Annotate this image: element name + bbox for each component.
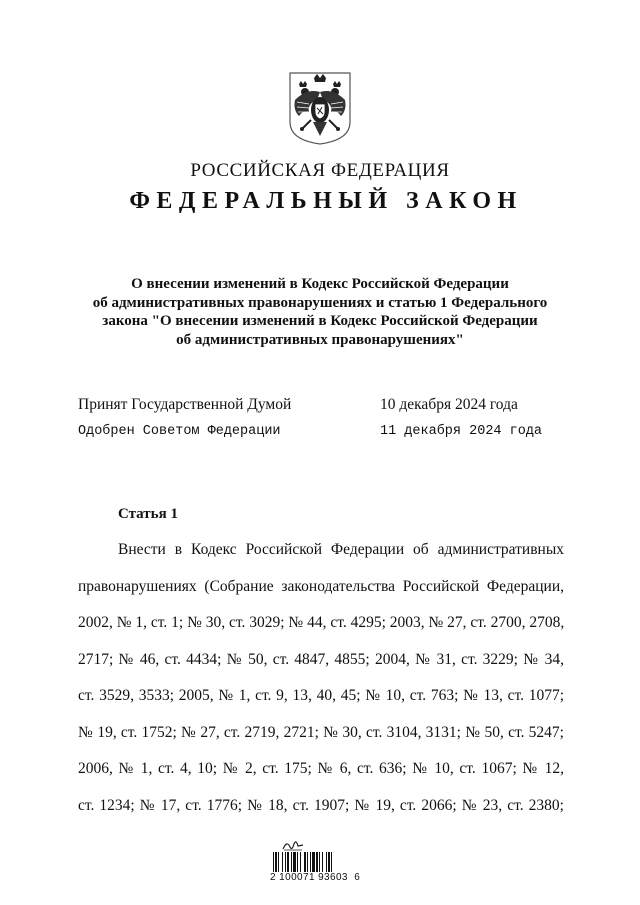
article-text-line: 2717; № 46, ст. 4434; № 50, ст. 4847, 4855; 2004, № 31, ст. 3229; № 34,: [78, 650, 564, 668]
article-text-line: № 19, ст. 1752; № 27, ст. 2719, 2721; № 30, ст. 3104, 3131; № 50, ст. 5247;: [78, 723, 564, 741]
article-body: [78, 540, 564, 832]
article-text-line: 2006, № 1, ст. 4, 10; № 2, ст. 175; № 6, ст. 636; № 10, ст. 1067; № 12,: [78, 760, 564, 777]
article-heading: Статья 1: [118, 506, 178, 522]
article-text-line: ст. 3529, 3533; 2005, № 1, ст. 9, 13, 40, 45; № 10, ст. 763; № 13, ст. 1077;: [78, 687, 564, 704]
law-title-line: закона "О внесении изменений в Кодекс Российской Федерации: [102, 313, 538, 329]
signature-mark: [281, 838, 305, 852]
law-title-line: об административных правонарушениях и статью 1 Федерального: [92, 294, 548, 311]
article-text-line: ст. 1234; № 17, ст. 1776; № 18, ст. 1907; № 19, ст. 2066; № 23, ст. 2380;: [78, 796, 564, 814]
adoption-label: Одобрен Советом Федерации: [78, 424, 281, 439]
adoption-date: 10 декабря 2024 года: [380, 396, 518, 413]
article-text-line: 2002, № 1, ст. 1; № 30, ст. 3029; № 44, ст. 4295; 2003, № 27, ст. 2700, 2708,: [78, 614, 565, 631]
law-title-line: О внесении изменений в Кодекс Российской Федерации: [131, 276, 509, 292]
adoption-label: Принят Государственной Думой: [78, 396, 292, 413]
barcode-number: 2 100071 93603 6: [270, 872, 361, 883]
adoption-date: 11 декабря 2024 года: [380, 424, 543, 439]
article-text-line: Внести в Кодекс Российской Федерации об административных: [118, 541, 564, 558]
article-text-line: правонарушениях (Собрание законодательства Российской Федерации,: [78, 577, 564, 595]
barcode: [272, 852, 366, 872]
law-title-line: об административных правонарушениях": [176, 331, 464, 348]
document-type-heading: ФЕДЕРАЛЬНЫЙ ЗАКОН: [129, 188, 523, 214]
country-name: РОССИЙСКАЯ ФЕДЕРАЦИЯ: [190, 160, 450, 181]
law-title: [60, 275, 580, 349]
coat-of-arms-emblem: [287, 70, 353, 146]
